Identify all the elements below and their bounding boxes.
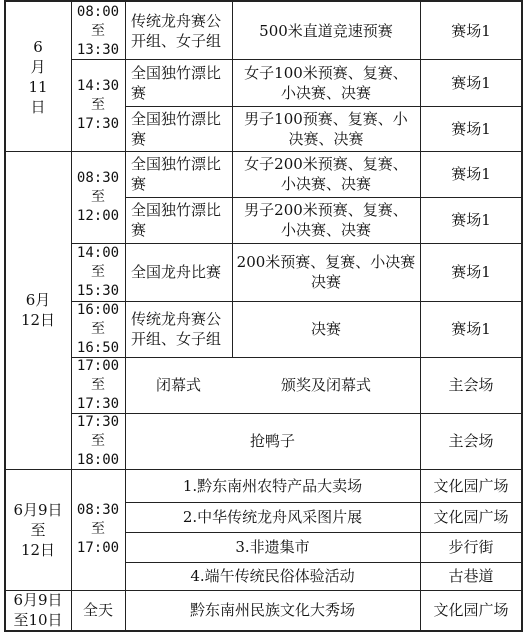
date-cell-june-11: 6 月 11 日	[28, 37, 48, 116]
venue-cell: 文化园广场	[433, 476, 509, 495]
row-divider	[125, 197, 522, 198]
row-divider	[4, 151, 522, 152]
venue-cell: 赛场1	[451, 263, 491, 281]
venue-cell: 赛场1	[451, 119, 491, 138]
event-cell: 黔东南州民族文化大秀场	[189, 601, 355, 619]
venue-cell: 古巷道	[448, 567, 494, 585]
time-cell: 08:30 至 17:00	[76, 502, 120, 556]
row-divider	[71, 301, 522, 302]
row-divider	[71, 243, 522, 244]
table-border-top	[4, 0, 523, 2]
row-divider	[125, 532, 522, 533]
row-divider	[71, 59, 522, 60]
row-divider	[125, 562, 522, 563]
time-cell: 16:00 至 16:50	[76, 301, 120, 356]
venue-cell: 赛场1	[451, 74, 491, 92]
event-cell: 女子200米预赛、复赛、 小决赛、决赛	[244, 155, 408, 193]
row-divider	[4, 590, 522, 591]
event-cell: 男子100预赛、复赛、小 决赛、决赛	[244, 109, 408, 148]
table-border-right	[521, 0, 523, 632]
date-cell-june-9-12: 6月9日 至 12日	[13, 500, 63, 559]
time-cell: 17:00 至 17:30	[76, 357, 120, 412]
group-cell: 全国独竹漂比 赛	[131, 201, 222, 239]
time-cell: 08:00 至 13:30	[76, 3, 120, 58]
venue-cell: 文化园广场	[433, 508, 509, 526]
row-divider	[71, 357, 522, 358]
group-cell: 全国独竹漂比 赛	[131, 155, 222, 193]
event-cell: 500米直道竞速预赛	[259, 22, 393, 40]
group-cell: 闭幕式	[155, 376, 201, 394]
time-cell: 17:30 至 18:00	[76, 413, 120, 468]
time-cell: 14:30 至 17:30	[76, 78, 120, 132]
time-cell: 14:00 至 15:30	[76, 244, 120, 299]
column-divider	[125, 0, 126, 632]
group-cell: 全国独竹漂比 赛	[131, 109, 222, 148]
venue-cell: 文化园广场	[433, 601, 509, 619]
group-cell: 全国独竹漂比 赛	[131, 64, 222, 102]
time-cell: 全天	[82, 601, 113, 619]
event-cell: 3.非遗集市	[235, 538, 310, 556]
date-cell-june-9-10: 6月9日 至10日	[13, 591, 63, 629]
date-cell-june-12: 6月 12日	[20, 291, 56, 329]
event-cell: 200米预赛、复赛、小决赛 决赛	[236, 253, 416, 291]
group-cell: 传统龙舟赛公 开组、女子组	[131, 12, 222, 50]
event-cell: 1.黔东南州农特产品大卖场	[182, 476, 363, 495]
column-divider	[71, 0, 72, 632]
event-cell: 4.端午传统民俗体验活动	[190, 567, 355, 585]
column-divider	[232, 0, 233, 357]
event-cell: 颁奖及闭幕式	[280, 376, 371, 394]
venue-cell: 主会场	[448, 376, 494, 394]
event-cell: 抢鸭子	[249, 432, 295, 450]
row-divider	[125, 106, 522, 107]
venue-cell: 赛场1	[451, 22, 491, 40]
event-cell: 2.中华传统龙舟风采图片展	[182, 508, 363, 526]
table-border-left	[4, 0, 6, 632]
event-cell: 女子100米预赛、复赛、 小决赛、决赛	[244, 64, 408, 102]
venue-cell: 赛场1	[451, 165, 491, 183]
group-cell: 传统龙舟赛公 开组、女子组	[131, 310, 222, 348]
row-divider	[4, 469, 522, 470]
column-divider	[420, 0, 421, 632]
venue-cell: 赛场1	[451, 211, 491, 229]
venue-cell: 主会场	[448, 432, 494, 450]
event-cell: 男子200米预赛、复赛、 小决赛、决赛	[244, 201, 408, 239]
venue-cell: 赛场1	[451, 320, 491, 338]
venue-cell: 步行街	[448, 538, 494, 556]
row-divider	[125, 502, 522, 503]
group-cell: 全国龙舟比赛	[131, 263, 222, 281]
event-cell: 决赛	[310, 320, 341, 338]
row-divider	[71, 413, 522, 414]
time-cell: 08:30 至 12:00	[76, 169, 120, 224]
